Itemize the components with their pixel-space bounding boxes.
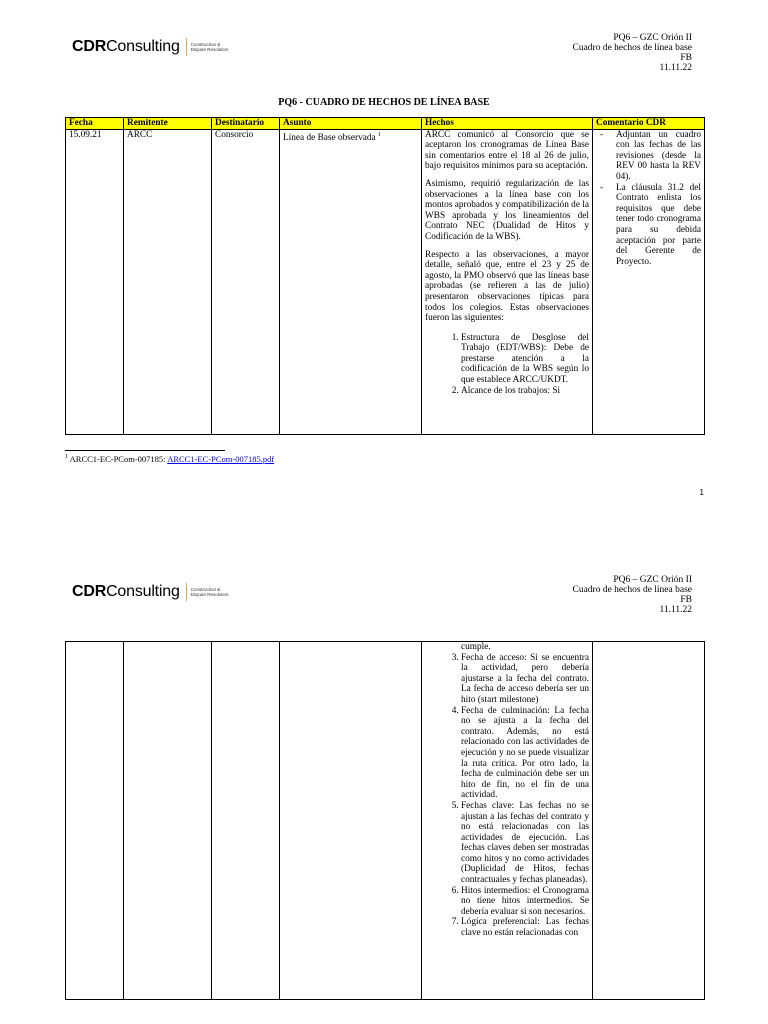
list-item: 2. Alcance de los trabajos: Si [461,386,589,397]
cell-destinatario [212,642,280,1000]
logo-divider [186,38,187,56]
logo-brand-bold: CDR [72,38,107,55]
column-header-fecha: Fecha [66,118,124,130]
list-continuation: cumple. [461,642,491,652]
table-row [66,642,705,1000]
footnote-ref: 1 [378,131,381,138]
list-item: 3. Fecha de acceso: Si se encuentra la actividad, pero debería ajustarse a la fecha del contrato. La fecha de acceso debería ser un hito (start milestone) [461,653,589,706]
document-title: PQ6 - CUADRO DE HECHOS DE LÍNEA BASE [278,97,490,108]
column-header-hechos: Hechos [422,118,593,130]
column-header-asunto: Asunto [280,118,422,130]
list-item: 7. Lógica preferencial: Las fechas clave no están relacionadas con [461,917,589,938]
page-header: PQ6 – GZC Orión II Cuadro de hechos de línea base FB 11.11.22 [572,33,692,73]
observations-list [425,333,589,397]
company-logo [72,38,228,56]
list-item: 1. Estructura de Desglose del Trabajo (EDT/WBS): Debe de prestarse atención a la codificación de la WBS según lo que establece ARCC/UKDT. [461,333,589,386]
comment-list [596,130,701,268]
footnote-separator [65,450,225,451]
cell-destinatario: Consorcio [212,129,280,434]
hechos-paragraph: Asimismo, requirió regularización de las observaciones a la línea base con los montos aprobados y compatibilización de la WBS aprobada y los lineamientos del Contrato NEC (Dualidad de Hitos y Codificación de la WBS). [425,178,589,242]
list-item: - La cláusula 31.2 del Contrato enlista los requisitos que debe tener todo cronograma para su debida aceptación por parte del Gerente de Proyecto. [616,183,701,268]
hechos-paragraph: Respecto a las observaciones, a mayor detalle, señaló que, entre el 23 y 25 de agosto, la PMO observó que las líneas base aprobadas (se refieren a las de julio) presentaron observaciones típicas para todos los colegios. Estas observaciones fueron las siguientes: [425,249,589,324]
cell-fecha [66,642,124,1000]
logo-brand-light: Consulting [106,583,180,600]
column-header-destinatario: Destinatario [212,118,280,130]
list-item: 4. Fecha de culminación: La fecha no se ajusta a la fecha del contrato. Además, no está relacionado con las actividades de ejecución y no se puede visualizar la ruta crítica. Por otro lado, la fecha de culminación debe ser un hito de fin, no el fin de una actividad. [461,706,589,801]
cell-hechos [422,129,593,434]
list-item: 6. Hitos intermedios: el Cronograma no tiene hitos intermedios. Se debería evaluar si son necesarios. [461,886,589,918]
cell-asunto: Línea de Base observada $^1$ [280,129,422,434]
table-row [66,129,705,434]
observations-list [425,653,589,939]
cell-comentario [593,642,705,1000]
footnote-link[interactable]: ARCC1-EC-PCom-007185.pdf [167,454,275,464]
column-header-comentario: Comentario CDR [593,118,705,130]
company-logo [72,583,228,601]
logo-tagline: Construction & Dispute Resolution [190,587,229,597]
cell-remitente: ARCC [124,129,212,434]
facts-table-continued [65,641,705,1000]
page-number: 1 [699,488,704,497]
document-page-2 [0,512,768,1024]
cell-fecha: 15.09.21 [66,129,124,434]
facts-table [65,117,705,435]
table-header-row [66,118,705,130]
cell-remitente [124,642,212,1000]
cell-comentario [593,129,705,434]
list-item: - Adjuntan un cuadro con las fechas de las revisiones (desde la REV 00 hasta la REV 04). [616,130,701,183]
column-header-remitente: Remitente [124,118,212,130]
logo-divider [186,583,187,601]
cell-hechos [422,642,593,1000]
hechos-paragraph: ARCC comunicó al Consorcio que se aceptaron los cronogramas de Línea Base sin comentarios entre el 18 al 26 de julio, bajo requisitos mínimos para su aceptación. [425,129,589,172]
page-header: PQ6 – GZC Orión II Cuadro de hechos de línea base FB 11.11.22 [572,575,692,615]
logo-tagline: Construction & Dispute Resolution [190,42,229,52]
footnote: $^1$ ARCC1-EC-PCom-007185: ARCC1-EC-PCom-007185.pdf [65,454,275,464]
logo-brand-bold: CDR [72,583,107,600]
logo-brand-light: Consulting [106,38,180,55]
list-item: 5. Fechas clave: Las fechas no se ajustan a las fechas del contrato y no está relacionadas con las actividades de ejecución. Las fechas claves deben ser mostradas como hitos y no como actividades (Duplicidad de Hitos, fechas contractuales y fechas planeadas). [461,801,589,886]
cell-asunto [280,642,422,1000]
